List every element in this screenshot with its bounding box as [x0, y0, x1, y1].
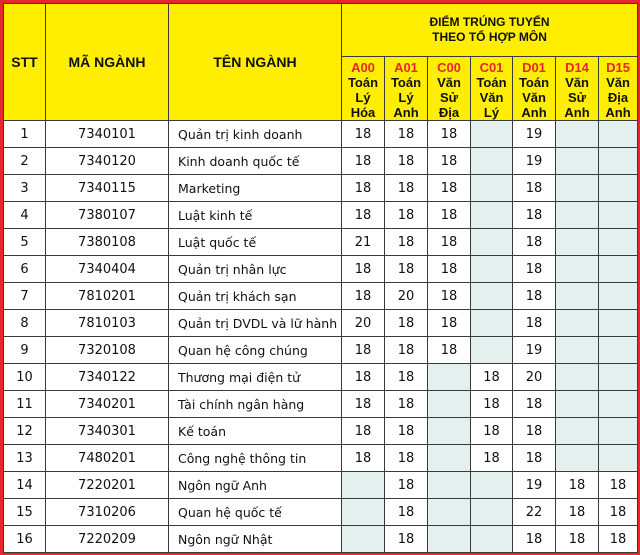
combo-subject: Văn: [565, 74, 589, 90]
row-ten-nganh: Ngôn ngữ Nhật: [169, 526, 342, 553]
score-cell-c00: [428, 526, 471, 553]
score-cell-d01: 18: [513, 418, 556, 445]
combo-subject: Toán: [518, 74, 550, 90]
score-cell-a00: 21: [342, 229, 385, 256]
row-ma-nganh: 7810103: [46, 310, 169, 337]
row-ma-nganh: 7810201: [46, 283, 169, 310]
score-cell-a01: 18: [385, 310, 428, 337]
header-score-group: [342, 4, 638, 57]
combo-code: C01: [479, 59, 504, 75]
table-header: [4, 4, 638, 121]
score-cell-d14: [556, 337, 599, 364]
score-cell-c01: [471, 202, 513, 229]
score-cell-d15: [599, 148, 638, 175]
header-combo-c01: [471, 57, 513, 121]
combo-subject: Sử: [567, 89, 587, 105]
row-stt: 4: [4, 202, 46, 229]
score-cell-a00: 18: [342, 202, 385, 229]
combo-subject: Địa: [607, 89, 629, 105]
score-cell-c00: [428, 364, 471, 391]
table-row: [4, 472, 638, 499]
combo-subject: Văn: [522, 89, 546, 105]
score-cell-d15: [599, 445, 638, 472]
row-ma-nganh: 7480201: [46, 445, 169, 472]
row-ma-nganh: 7380107: [46, 202, 169, 229]
row-stt: 14: [4, 472, 46, 499]
combo-code: C00: [437, 59, 461, 75]
score-cell-a01: 20: [385, 283, 428, 310]
score-cell-d15: [599, 418, 638, 445]
row-stt: 2: [4, 148, 46, 175]
row-ma-nganh: 7320108: [46, 337, 169, 364]
combo-subject: Toán: [390, 74, 422, 90]
row-ten-nganh: Quan hệ công chúng: [169, 337, 342, 364]
score-title-line2: THEO TỔ HỢP MÔN: [432, 30, 547, 44]
row-ten-nganh: Kinh doanh quốc tế: [169, 148, 342, 175]
table-row: [4, 148, 638, 175]
row-stt: 7: [4, 283, 46, 310]
combo-code: D14: [565, 59, 589, 75]
score-cell-d14: [556, 364, 599, 391]
score-cell-d01: 18: [513, 202, 556, 229]
score-cell-d01: 18: [513, 175, 556, 202]
score-cell-a01: 18: [385, 337, 428, 364]
row-ten-nganh: Kế toán: [169, 418, 342, 445]
score-cell-d15: [599, 391, 638, 418]
row-ten-nganh: Tài chính ngân hàng: [169, 391, 342, 418]
score-cell-d15: [599, 256, 638, 283]
row-stt: 11: [4, 391, 46, 418]
header-combo-a01: [385, 57, 428, 121]
row-ma-nganh: 7220209: [46, 526, 169, 553]
combo-code: A01: [394, 59, 418, 75]
score-cell-a00: 18: [342, 391, 385, 418]
combo-subject: Địa: [438, 104, 460, 120]
table-row: [4, 337, 638, 364]
row-stt: 6: [4, 256, 46, 283]
header-combo-d15: [599, 57, 638, 121]
score-cell-d14: [556, 202, 599, 229]
header-combo-a00: [342, 57, 385, 121]
score-cell-c00: 18: [428, 202, 471, 229]
score-cell-d01: 18: [513, 256, 556, 283]
score-cell-d15: 18: [599, 472, 638, 499]
score-cell-d14: [556, 391, 599, 418]
score-cell-d14: [556, 418, 599, 445]
score-cell-a00: 18: [342, 364, 385, 391]
score-cell-d15: [599, 364, 638, 391]
header-ma-nganh: MÃ NGÀNH: [46, 4, 169, 121]
row-ma-nganh: 7340115: [46, 175, 169, 202]
score-cell-a01: 18: [385, 256, 428, 283]
score-cell-a00: 18: [342, 337, 385, 364]
score-cell-c01: [471, 148, 513, 175]
score-cell-d14: [556, 121, 599, 148]
table-row: [4, 526, 638, 553]
score-cell-c01: [471, 283, 513, 310]
score-cell-c00: 18: [428, 283, 471, 310]
score-cell-c00: 18: [428, 310, 471, 337]
combo-subject: Hóa: [350, 104, 376, 120]
row-stt: 3: [4, 175, 46, 202]
combo-code: D01: [522, 59, 546, 75]
score-cell-c01: [471, 256, 513, 283]
row-ten-nganh: Luật kinh tế: [169, 202, 342, 229]
header-combo-c00: [428, 57, 471, 121]
score-cell-d01: 22: [513, 499, 556, 526]
score-cell-a01: 18: [385, 175, 428, 202]
score-cell-a01: 18: [385, 445, 428, 472]
header-stt: STT: [4, 4, 46, 121]
row-ten-nganh: Quan hệ quốc tế: [169, 499, 342, 526]
combo-code: D15: [606, 59, 630, 75]
row-ten-nganh: Quản trị kinh doanh: [169, 121, 342, 148]
row-stt: 8: [4, 310, 46, 337]
score-cell-c01: 18: [471, 445, 513, 472]
row-ma-nganh: 7340120: [46, 148, 169, 175]
table-row: [4, 229, 638, 256]
score-cell-c01: [471, 175, 513, 202]
table-row: [4, 256, 638, 283]
score-cell-a01: 18: [385, 391, 428, 418]
score-cell-a00: [342, 499, 385, 526]
score-cell-d14: 18: [556, 526, 599, 553]
score-cell-d14: [556, 445, 599, 472]
score-cell-a01: 18: [385, 526, 428, 553]
score-cell-a01: 18: [385, 499, 428, 526]
row-ten-nganh: Thương mại điện tử: [169, 364, 342, 391]
row-ten-nganh: Công nghệ thông tin: [169, 445, 342, 472]
score-cell-d14: [556, 148, 599, 175]
score-cell-d15: 18: [599, 499, 638, 526]
score-cell-c01: [471, 472, 513, 499]
combo-subject: Lý: [355, 89, 371, 105]
header-combo-d01: [513, 57, 556, 121]
combo-subject: Sử: [439, 89, 459, 105]
row-ten-nganh: Marketing: [169, 175, 342, 202]
row-ten-nganh: Quản trị khách sạn: [169, 283, 342, 310]
score-cell-d15: 18: [599, 526, 638, 553]
table-row: [4, 121, 638, 148]
score-cell-d14: [556, 175, 599, 202]
table-row: [4, 364, 638, 391]
score-cell-d14: [556, 256, 599, 283]
score-cell-a01: 18: [385, 472, 428, 499]
row-ma-nganh: 7340122: [46, 364, 169, 391]
score-cell-c00: 18: [428, 148, 471, 175]
score-cell-d01: 18: [513, 283, 556, 310]
score-cell-c00: 18: [428, 229, 471, 256]
score-cell-c00: [428, 418, 471, 445]
score-cell-c00: 18: [428, 256, 471, 283]
combo-subject: Lý: [483, 104, 500, 120]
score-cell-a00: 18: [342, 418, 385, 445]
score-cell-c00: 18: [428, 337, 471, 364]
score-cell-c01: [471, 526, 513, 553]
header-combo-d14: [556, 57, 599, 121]
combo-subject: Văn: [606, 74, 630, 90]
score-cell-a00: 20: [342, 310, 385, 337]
score-cell-c01: [471, 337, 513, 364]
score-cell-a01: 18: [385, 364, 428, 391]
score-cell-a00: 18: [342, 283, 385, 310]
score-cell-d15: [599, 175, 638, 202]
row-ten-nganh: Quản trị nhân lực: [169, 256, 342, 283]
score-cell-a01: 18: [385, 418, 428, 445]
row-stt: 9: [4, 337, 46, 364]
score-cell-d01: 19: [513, 337, 556, 364]
table-row: [4, 175, 638, 202]
row-ten-nganh: Quản trị DVDL và lữ hành: [169, 310, 342, 337]
combo-subject: Văn: [437, 74, 461, 90]
header-ten-nganh: TÊN NGÀNH: [169, 4, 342, 121]
score-cell-d01: 20: [513, 364, 556, 391]
score-cell-c00: [428, 499, 471, 526]
score-cell-d01: 18: [513, 310, 556, 337]
score-cell-a00: [342, 526, 385, 553]
score-cell-c01: [471, 499, 513, 526]
score-cell-d14: [556, 283, 599, 310]
row-ma-nganh: 7340101: [46, 121, 169, 148]
score-cell-d15: [599, 121, 638, 148]
combo-subject: Anh: [564, 104, 590, 120]
score-cell-d15: [599, 310, 638, 337]
combo-subject: Toán: [347, 74, 379, 90]
combo-subject: Văn: [479, 89, 504, 105]
score-cell-c01: 18: [471, 418, 513, 445]
score-title-line1: ĐIỂM TRÚNG TUYỂN: [429, 15, 550, 29]
score-cell-d01: 19: [513, 148, 556, 175]
row-ma-nganh: 7340404: [46, 256, 169, 283]
row-stt: 12: [4, 418, 46, 445]
score-cell-c01: [471, 229, 513, 256]
score-cell-a01: 18: [385, 148, 428, 175]
score-cell-d01: 18: [513, 526, 556, 553]
score-cell-a00: 18: [342, 175, 385, 202]
score-cell-c00: 18: [428, 121, 471, 148]
combo-subject: Toán: [476, 74, 507, 90]
score-cell-d01: 18: [513, 391, 556, 418]
score-cell-c00: 18: [428, 175, 471, 202]
table-row: [4, 310, 638, 337]
score-cell-a00: 18: [342, 121, 385, 148]
combo-subject: Anh: [393, 104, 419, 120]
row-stt: 10: [4, 364, 46, 391]
score-cell-a00: 18: [342, 256, 385, 283]
row-stt: 16: [4, 526, 46, 553]
score-cell-d15: [599, 283, 638, 310]
score-cell-c00: [428, 391, 471, 418]
row-ma-nganh: 7340301: [46, 418, 169, 445]
score-cell-d15: [599, 337, 638, 364]
table-row: [4, 391, 638, 418]
row-ma-nganh: 7220201: [46, 472, 169, 499]
score-cell-d14: 18: [556, 472, 599, 499]
table-row: [4, 418, 638, 445]
score-cell-d15: [599, 202, 638, 229]
row-stt: 1: [4, 121, 46, 148]
table-row: [4, 445, 638, 472]
table-row: [4, 499, 638, 526]
score-cell-c00: [428, 445, 471, 472]
score-cell-a01: 18: [385, 202, 428, 229]
row-ma-nganh: 7310206: [46, 499, 169, 526]
score-cell-a00: [342, 472, 385, 499]
table-body: [4, 121, 638, 553]
score-cell-d14: [556, 310, 599, 337]
combo-subject: Anh: [521, 104, 547, 120]
score-cell-d01: 19: [513, 472, 556, 499]
score-cell-d14: [556, 229, 599, 256]
row-ten-nganh: Luật quốc tế: [169, 229, 342, 256]
admission-scores-table: [3, 3, 638, 553]
row-ten-nganh: Ngôn ngữ Anh: [169, 472, 342, 499]
combo-subject: Anh: [605, 104, 631, 120]
score-cell-c01: [471, 121, 513, 148]
row-stt: 13: [4, 445, 46, 472]
score-cell-d14: 18: [556, 499, 599, 526]
score-cell-a00: 18: [342, 148, 385, 175]
score-cell-c01: 18: [471, 391, 513, 418]
score-cell-c01: 18: [471, 364, 513, 391]
combo-subject: Lý: [398, 89, 414, 105]
score-cell-a01: 18: [385, 229, 428, 256]
score-cell-c00: [428, 472, 471, 499]
combo-code: A00: [351, 59, 375, 75]
score-cell-d01: 18: [513, 229, 556, 256]
table-row: [4, 283, 638, 310]
row-stt: 5: [4, 229, 46, 256]
score-cell-a00: 18: [342, 445, 385, 472]
score-cell-d15: [599, 229, 638, 256]
score-cell-c01: [471, 310, 513, 337]
score-cell-d01: 19: [513, 121, 556, 148]
row-stt: 15: [4, 499, 46, 526]
table-row: [4, 202, 638, 229]
score-cell-a01: 18: [385, 121, 428, 148]
row-ma-nganh: 7340201: [46, 391, 169, 418]
score-cell-d01: 18: [513, 445, 556, 472]
row-ma-nganh: 7380108: [46, 229, 169, 256]
